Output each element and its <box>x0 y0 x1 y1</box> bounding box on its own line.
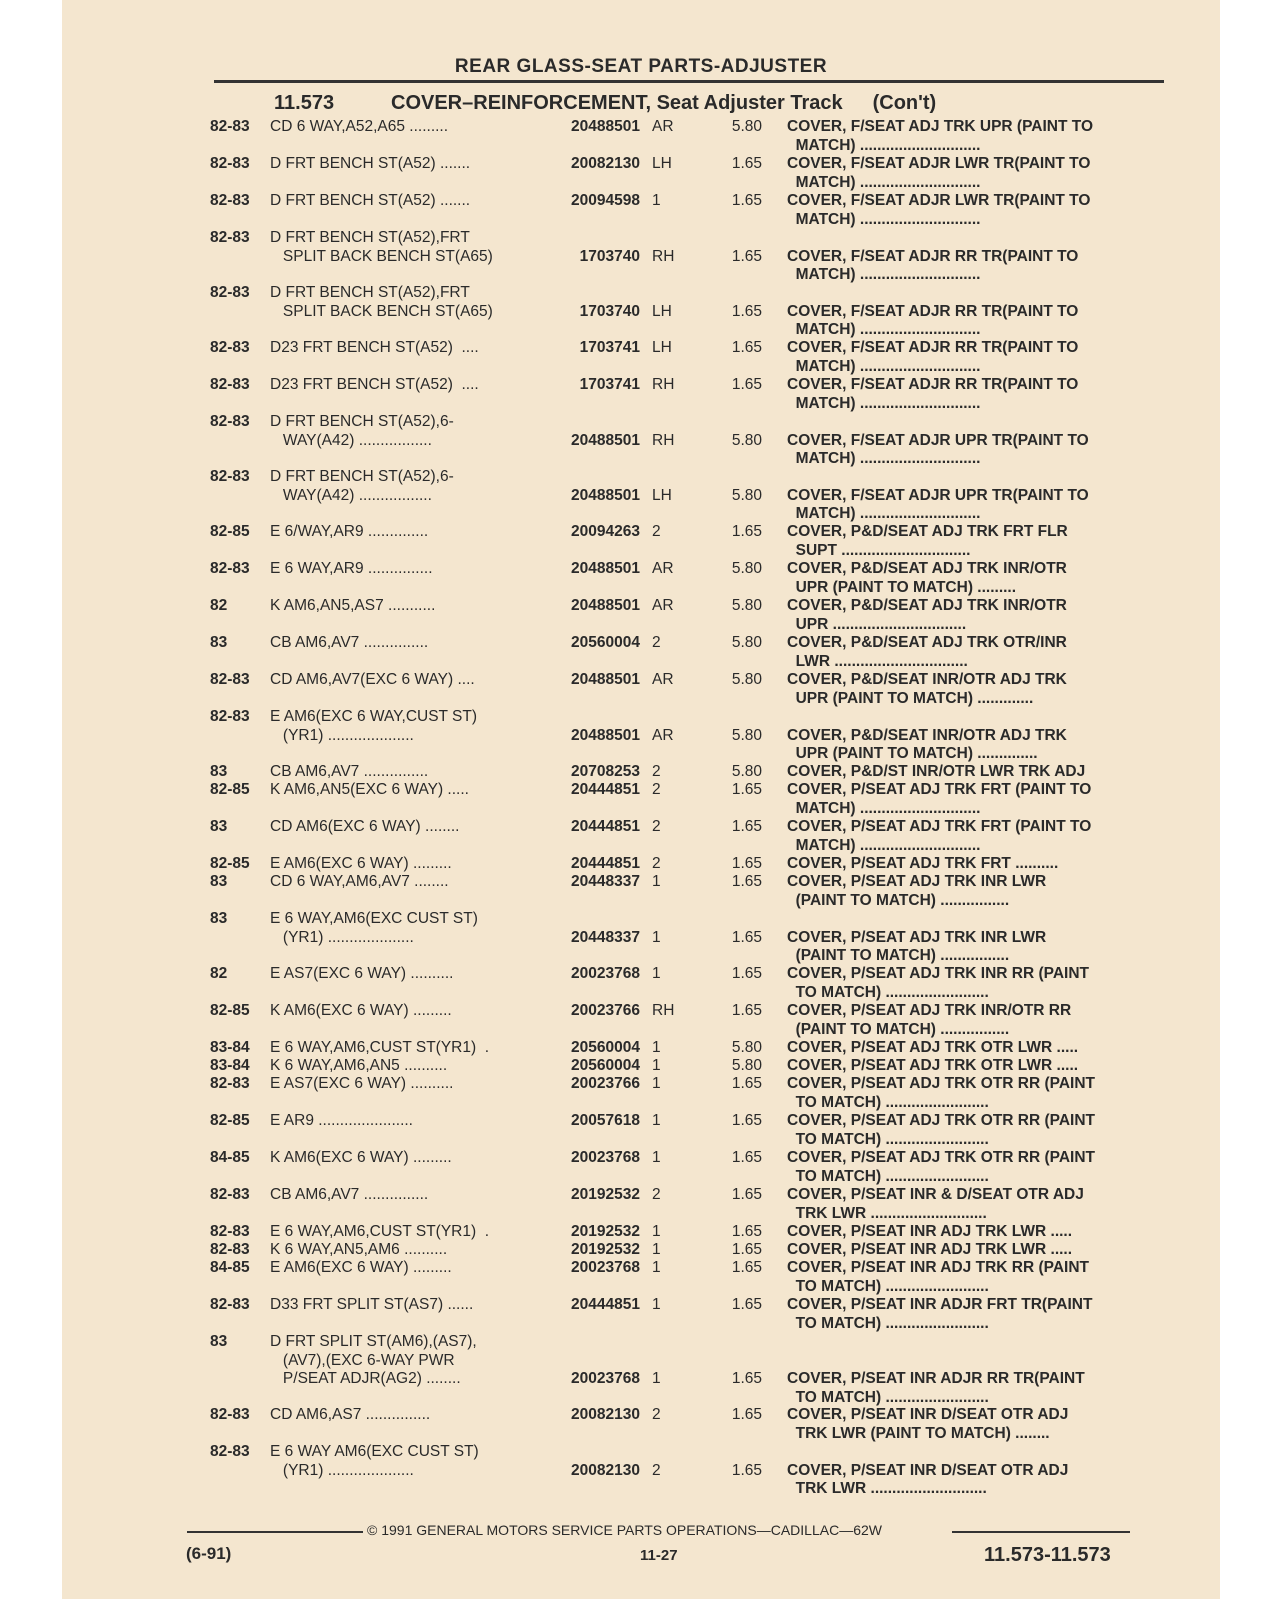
part-number-cell: 20444851 <box>571 1296 640 1313</box>
part-number-cell: 1703740 <box>579 247 640 265</box>
part-number-cell: 20192532 <box>571 1241 640 1258</box>
description-cell: CB AM6,AV7 ............... <box>270 634 429 651</box>
price-cell: 1.65 <box>731 1223 762 1240</box>
year-cell: 82-83 <box>210 376 250 393</box>
item-name-cell: COVER, F/SEAT ADJR LWR TR(PAINT TO MATCH) ............................ <box>787 192 1091 228</box>
part-number-cell: 20560004 <box>571 1039 640 1056</box>
item-name-cell: COVER, P/SEAT INR D/SEAT OTR ADJ TRK LWR ........................... <box>787 1461 1069 1497</box>
part-number-cell: 20082130 <box>571 1406 640 1423</box>
price-cell: 1.65 <box>731 247 762 265</box>
footer-section-range: 11.573-11.573 <box>984 1544 1111 1566</box>
quantity-cell: 1 <box>652 1223 661 1240</box>
quantity-cell: 1 <box>652 1075 661 1092</box>
description-cell: K AM6(EXC 6 WAY) ......... <box>270 1149 452 1166</box>
item-name-cell: COVER, P/SEAT ADJ TRK INR/OTR RR (PAINT TO MATCH) ................ <box>787 1002 1072 1038</box>
price-cell: 5.80 <box>731 763 762 780</box>
description-cell: D FRT BENCH ST(A52),6- WAY(A42) ................. <box>270 468 454 504</box>
description-cell: D FRT BENCH ST(A52),FRT SPLIT BACK BENCH ST(A65) <box>270 284 493 320</box>
quantity-cell: RH <box>652 376 675 393</box>
part-number-cell: 1703740 <box>579 302 640 320</box>
quantity-cell: RH <box>652 431 675 449</box>
part-number-cell: 20082130 <box>571 1461 640 1479</box>
description-cell: K AM6,AN5(EXC 6 WAY) ..... <box>270 781 469 798</box>
year-cell: 82-83 <box>210 560 250 577</box>
quantity-cell: 1 <box>652 1039 661 1056</box>
quantity-cell: 2 <box>652 634 661 651</box>
catalog-page <box>62 0 1220 1599</box>
price-cell: 1.65 <box>731 523 762 540</box>
part-number-cell: 20094598 <box>571 192 640 209</box>
year-cell: 83 <box>210 763 228 780</box>
year-cell: 82-83 <box>210 468 250 485</box>
description-cell: CD 6 WAY,A52,A65 ......... <box>270 118 449 135</box>
footer-page-number: 11-27 <box>640 1547 678 1564</box>
header-rule <box>214 80 1164 83</box>
part-number-cell: 20488501 <box>571 431 640 449</box>
part-number-cell: 20444851 <box>571 781 640 798</box>
item-name-cell: COVER, P&D/SEAT ADJ TRK FRT FLR SUPT .............................. <box>787 523 1068 559</box>
quantity-cell: 2 <box>652 781 661 798</box>
price-cell: 5.80 <box>731 118 762 135</box>
quantity-cell: RH <box>652 1002 675 1019</box>
year-cell: 83 <box>210 873 228 890</box>
item-name-cell: COVER, P&D/SEAT ADJ TRK INR/OTR UPR (PAINT TO MATCH) ......... <box>787 560 1067 596</box>
description-cell: D FRT BENCH ST(A52) ....... <box>270 155 471 172</box>
price-cell: 1.65 <box>731 818 762 835</box>
price-cell: 5.80 <box>731 1057 762 1074</box>
price-cell: 1.65 <box>731 1002 762 1019</box>
description-cell: D FRT BENCH ST(A52),6- WAY(A42) ................. <box>270 413 454 449</box>
description-cell: D FRT BENCH ST(A52) ....... <box>270 192 471 209</box>
year-cell: 82-83 <box>210 284 250 301</box>
quantity-cell: 2 <box>652 523 661 540</box>
description-cell: D23 FRT BENCH ST(A52) .... <box>270 339 479 356</box>
item-name-cell: COVER, P/SEAT INR ADJ TRK LWR ..... <box>787 1223 1073 1240</box>
price-cell: 5.80 <box>731 431 762 449</box>
item-name-cell: COVER, P/SEAT ADJ TRK OTR RR (PAINT TO MATCH) ........................ <box>787 1075 1096 1111</box>
price-cell: 5.80 <box>731 597 762 614</box>
description-cell: CD AM6(EXC 6 WAY) ........ <box>270 818 460 835</box>
year-cell: 82-83 <box>210 1223 250 1240</box>
description-cell: CD 6 WAY,AM6,AV7 ........ <box>270 873 449 890</box>
item-name-cell: COVER, F/SEAT ADJR LWR TR(PAINT TO MATCH) ............................ <box>787 155 1091 191</box>
quantity-cell: RH <box>652 247 675 265</box>
footer-rule-left <box>187 1531 363 1533</box>
part-number-cell: 20448337 <box>571 873 640 890</box>
description-cell: E AS7(EXC 6 WAY) .......... <box>270 965 454 982</box>
part-number-cell: 20444851 <box>571 855 640 872</box>
item-name-cell: COVER, P&D/SEAT INR/OTR ADJ TRK UPR (PAINT TO MATCH) ............. <box>787 671 1067 707</box>
quantity-cell: 2 <box>652 1186 661 1203</box>
price-cell: 5.80 <box>731 634 762 651</box>
quantity-cell: AR <box>652 597 674 614</box>
price-cell: 5.80 <box>731 1039 762 1056</box>
price-cell: 1.65 <box>731 192 762 209</box>
description-cell: K 6 WAY,AN5,AM6 .......... <box>270 1241 448 1258</box>
year-cell: 82-83 <box>210 118 250 135</box>
part-number-cell: 20444851 <box>571 818 640 835</box>
description-cell: CB AM6,AV7 ............... <box>270 763 429 780</box>
quantity-cell: LH <box>652 155 672 172</box>
quantity-cell: 2 <box>652 763 661 780</box>
item-name-cell: COVER, P/SEAT ADJ TRK FRT .......... <box>787 855 1059 872</box>
part-number-cell: 20057618 <box>571 1112 640 1129</box>
footer-copyright: © 1991 GENERAL MOTORS SERVICE PARTS OPERATIONS—CADILLAC—62W <box>367 1522 882 1538</box>
price-cell: 1.65 <box>731 1296 762 1313</box>
year-cell: 84-85 <box>210 1259 250 1276</box>
year-cell: 83-84 <box>210 1057 250 1074</box>
year-cell: 83 <box>210 1333 228 1350</box>
quantity-cell: 1 <box>652 1296 661 1313</box>
year-cell: 82-83 <box>210 339 250 356</box>
price-cell: 5.80 <box>731 560 762 577</box>
description-cell: E AR9 ...................... <box>270 1112 413 1129</box>
year-cell: 82-83 <box>210 155 250 172</box>
price-cell: 1.65 <box>731 781 762 798</box>
year-cell: 82-83 <box>210 1443 250 1460</box>
item-name-cell: COVER, P&D/ST INR/OTR LWR TRK ADJ <box>787 763 1086 780</box>
part-number-cell: 20488501 <box>571 726 640 744</box>
year-cell: 83-84 <box>210 1039 250 1056</box>
item-name-cell: COVER, F/SEAT ADJR UPR TR(PAINT TO MATCH) ............................ <box>787 431 1089 467</box>
year-cell: 82-83 <box>210 1241 250 1258</box>
price-cell: 1.65 <box>731 1370 762 1387</box>
year-cell: 82-83 <box>210 229 250 246</box>
part-number-cell: 20560004 <box>571 1057 640 1074</box>
item-name-cell: COVER, P/SEAT INR ADJR FRT TR(PAINT TO MATCH) ........................ <box>787 1296 1093 1332</box>
part-number-cell: 20023768 <box>571 965 640 982</box>
item-name-cell: COVER, F/SEAT ADJR RR TR(PAINT TO MATCH) ............................ <box>787 247 1079 283</box>
year-cell: 82-83 <box>210 192 250 209</box>
quantity-cell: 1 <box>652 1057 661 1074</box>
price-cell: 1.65 <box>731 1186 762 1203</box>
part-number-cell: 20448337 <box>571 928 640 946</box>
item-name-cell: COVER, P/SEAT ADJ TRK INR LWR (PAINT TO MATCH) ................ <box>787 928 1047 964</box>
description-cell: E 6 WAY,AR9 ............... <box>270 560 433 577</box>
part-number-cell: 1703741 <box>579 376 640 393</box>
quantity-cell: 1 <box>652 1259 661 1276</box>
part-number-cell: 20488501 <box>571 486 640 504</box>
quantity-cell: 2 <box>652 1406 661 1423</box>
price-cell: 1.65 <box>731 965 762 982</box>
part-number-cell: 20488501 <box>571 671 640 688</box>
price-cell: 1.65 <box>731 1112 762 1129</box>
part-number-cell: 20082130 <box>571 155 640 172</box>
description-cell: E 6 WAY AM6(EXC CUST ST) (YR1) .................... <box>270 1443 479 1479</box>
quantity-cell: LH <box>652 339 672 356</box>
part-number-cell: 20488501 <box>571 597 640 614</box>
description-cell: D23 FRT BENCH ST(A52) .... <box>270 376 479 393</box>
quantity-cell: 1 <box>652 965 661 982</box>
description-cell: D FRT SPLIT ST(AM6),(AS7), (AV7),(EXC 6-WAY PWR P/SEAT ADJR(AG2) ........ <box>270 1333 477 1387</box>
part-number-cell: 20560004 <box>571 634 640 651</box>
price-cell: 1.65 <box>731 339 762 356</box>
section-continued: (Con't) <box>872 92 937 114</box>
price-cell: 1.65 <box>731 1075 762 1092</box>
description-cell: E AS7(EXC 6 WAY) .......... <box>270 1075 454 1092</box>
item-name-cell: COVER, P/SEAT ADJ TRK OTR LWR ..... <box>787 1057 1079 1074</box>
year-cell: 82-85 <box>210 1112 250 1129</box>
year-cell: 83 <box>210 634 228 651</box>
description-cell: E 6 WAY,AM6(EXC CUST ST) (YR1) .................... <box>270 910 478 946</box>
quantity-cell: 2 <box>652 818 661 835</box>
price-cell: 1.65 <box>731 302 762 320</box>
price-cell: 5.80 <box>731 486 762 504</box>
item-name-cell: COVER, F/SEAT ADJR RR TR(PAINT TO MATCH) ............................ <box>787 339 1079 375</box>
part-number-cell: 20023768 <box>571 1370 640 1387</box>
part-number-cell: 20023766 <box>571 1075 640 1092</box>
item-name-cell: COVER, P/SEAT INR ADJR RR TR(PAINT TO MATCH) ........................ <box>787 1370 1085 1406</box>
item-name-cell: COVER, P/SEAT ADJ TRK OTR LWR ..... <box>787 1039 1079 1056</box>
description-cell: K AM6,AN5,AS7 ........... <box>270 597 436 614</box>
price-cell: 1.65 <box>731 1241 762 1258</box>
description-cell: CB AM6,AV7 ............... <box>270 1186 429 1203</box>
quantity-cell: 1 <box>652 873 661 890</box>
description-cell: CD AM6,AS7 ............... <box>270 1406 431 1423</box>
footer-date: (6-91) <box>186 1544 232 1563</box>
quantity-cell: 1 <box>652 1370 661 1387</box>
quantity-cell: AR <box>652 671 674 688</box>
section-heading <box>274 92 936 115</box>
item-name-cell: COVER, P/SEAT ADJ TRK INR LWR (PAINT TO MATCH) ................ <box>787 873 1047 909</box>
part-number-cell: 20488501 <box>571 118 640 135</box>
quantity-cell: 1 <box>652 192 661 209</box>
item-name-cell: COVER, P&D/SEAT ADJ TRK OTR/INR LWR ............................... <box>787 634 1067 670</box>
item-name-cell: COVER, F/SEAT ADJR UPR TR(PAINT TO MATCH) ............................ <box>787 486 1089 522</box>
year-cell: 82-85 <box>210 523 250 540</box>
quantity-cell: AR <box>652 118 674 135</box>
price-cell: 1.65 <box>731 155 762 172</box>
footer-rule-right <box>952 1531 1130 1533</box>
section-number: 11.573 <box>274 92 335 114</box>
item-name-cell: COVER, F/SEAT ADJR RR TR(PAINT TO MATCH) ............................ <box>787 376 1079 412</box>
item-name-cell: COVER, P&D/SEAT INR/OTR ADJ TRK UPR (PAINT TO MATCH) .............. <box>787 726 1067 762</box>
description-cell: D FRT BENCH ST(A52),FRT SPLIT BACK BENCH ST(A65) <box>270 229 493 265</box>
year-cell: 83 <box>210 910 228 927</box>
description-cell: E AM6(EXC 6 WAY,CUST ST) (YR1) .................... <box>270 708 478 744</box>
part-number-cell: 20192532 <box>571 1223 640 1240</box>
description-cell: E AM6(EXC 6 WAY) ......... <box>270 1259 452 1276</box>
item-name-cell: COVER, P/SEAT INR & D/SEAT OTR ADJ TRK LWR ........................... <box>787 1186 1084 1222</box>
quantity-cell: 1 <box>652 1112 661 1129</box>
year-cell: 82 <box>210 965 228 982</box>
item-name-cell: COVER, P/SEAT INR ADJ TRK RR (PAINT TO MATCH) ........................ <box>787 1259 1089 1295</box>
item-name-cell: COVER, F/SEAT ADJR RR TR(PAINT TO MATCH) ............................ <box>787 302 1079 338</box>
item-name-cell: COVER, P&D/SEAT ADJ TRK INR/OTR UPR ............................... <box>787 597 1067 633</box>
item-name-cell: COVER, P/SEAT ADJ TRK OTR RR (PAINT TO MATCH) ........................ <box>787 1112 1096 1148</box>
year-cell: 82-83 <box>210 671 250 688</box>
quantity-cell: 1 <box>652 928 661 946</box>
item-name-cell: COVER, P/SEAT ADJ TRK FRT (PAINT TO MATCH) ............................ <box>787 818 1092 854</box>
year-cell: 83 <box>210 818 228 835</box>
year-cell: 82-83 <box>210 1296 250 1313</box>
quantity-cell: LH <box>652 302 672 320</box>
part-number-cell: 1703741 <box>579 339 640 356</box>
item-name-cell: COVER, P/SEAT ADJ TRK OTR RR (PAINT TO MATCH) ........................ <box>787 1149 1096 1185</box>
quantity-cell: 2 <box>652 1461 661 1479</box>
description-cell: E 6/WAY,AR9 .............. <box>270 523 429 540</box>
quantity-cell: 2 <box>652 855 661 872</box>
year-cell: 82-83 <box>210 708 250 725</box>
year-cell: 82-85 <box>210 855 250 872</box>
description-cell: D33 FRT SPLIT ST(AS7) ...... <box>270 1296 474 1313</box>
item-name-cell: COVER, F/SEAT ADJ TRK UPR (PAINT TO MATCH) ............................ <box>787 118 1093 154</box>
year-cell: 84-85 <box>210 1149 250 1166</box>
item-name-cell: COVER, P/SEAT INR ADJ TRK LWR ..... <box>787 1241 1073 1258</box>
part-number-cell: 20488501 <box>571 560 640 577</box>
item-name-cell: COVER, P/SEAT ADJ TRK FRT (PAINT TO MATCH) ............................ <box>787 781 1092 817</box>
quantity-cell: AR <box>652 726 674 744</box>
year-cell: 82-83 <box>210 1186 250 1203</box>
page-header-title: REAR GLASS-SEAT PARTS-ADJUSTER <box>454 56 828 77</box>
part-number-cell: 20023768 <box>571 1149 640 1166</box>
item-name-cell: COVER, P/SEAT ADJ TRK INR RR (PAINT TO MATCH) ........................ <box>787 965 1089 1001</box>
price-cell: 1.65 <box>731 928 762 946</box>
price-cell: 1.65 <box>731 1406 762 1423</box>
part-number-cell: 20023766 <box>571 1002 640 1019</box>
price-cell: 1.65 <box>731 873 762 890</box>
part-number-cell: 20192532 <box>571 1186 640 1203</box>
part-number-cell: 20708253 <box>571 763 640 780</box>
price-cell: 1.65 <box>731 376 762 393</box>
description-cell: E 6 WAY,AM6,CUST ST(YR1) . <box>270 1039 490 1056</box>
price-cell: 1.65 <box>731 855 762 872</box>
description-cell: E AM6(EXC 6 WAY) ......... <box>270 855 452 872</box>
year-cell: 82-85 <box>210 1002 250 1019</box>
description-cell: K 6 WAY,AM6,AN5 .......... <box>270 1057 448 1074</box>
quantity-cell: 1 <box>652 1241 661 1258</box>
section-title: COVER–REINFORCEMENT, Seat Adjuster Track <box>391 92 843 114</box>
year-cell: 82-85 <box>210 781 250 798</box>
quantity-cell: AR <box>652 560 674 577</box>
year-cell: 82-83 <box>210 1406 250 1423</box>
description-cell: E 6 WAY,AM6,CUST ST(YR1) . <box>270 1223 490 1240</box>
quantity-cell: 1 <box>652 1149 661 1166</box>
year-cell: 82-83 <box>210 413 250 430</box>
year-cell: 82 <box>210 597 228 614</box>
price-cell: 5.80 <box>731 726 762 744</box>
quantity-cell: LH <box>652 486 672 504</box>
part-number-cell: 20023768 <box>571 1259 640 1276</box>
year-cell: 82-83 <box>210 1075 250 1092</box>
description-cell: CD AM6,AV7(EXC 6 WAY) .... <box>270 671 475 688</box>
part-number-cell: 20094263 <box>571 523 640 540</box>
item-name-cell: COVER, P/SEAT INR D/SEAT OTR ADJ TRK LWR (PAINT TO MATCH) ........ <box>787 1406 1069 1442</box>
price-cell: 1.65 <box>731 1461 762 1479</box>
price-cell: 5.80 <box>731 671 762 688</box>
price-cell: 1.65 <box>731 1149 762 1166</box>
price-cell: 1.65 <box>731 1259 762 1276</box>
description-cell: K AM6(EXC 6 WAY) ......... <box>270 1002 452 1019</box>
